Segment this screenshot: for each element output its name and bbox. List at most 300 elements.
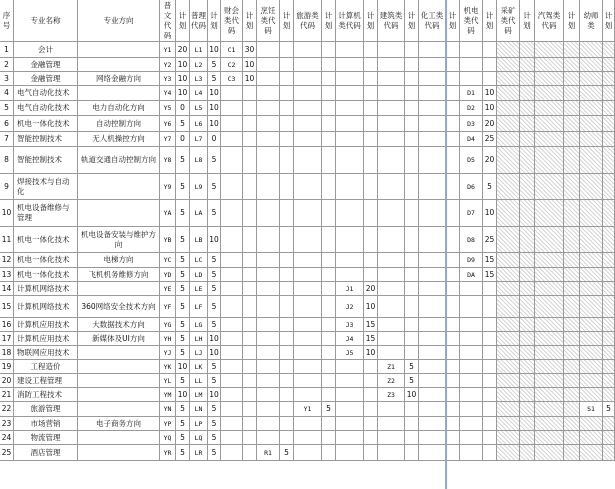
table-cell[interactable]: 电力自动化方向 xyxy=(78,101,160,116)
table-cell[interactable]: 机电一体化技术 xyxy=(14,227,78,253)
table-cell[interactable] xyxy=(535,417,564,431)
table-cell[interactable] xyxy=(580,72,603,86)
table-cell[interactable]: YK xyxy=(160,360,176,374)
table-cell[interactable] xyxy=(419,86,446,101)
table-cell[interactable] xyxy=(243,417,257,431)
table-cell[interactable]: 5 xyxy=(176,282,190,296)
table-cell[interactable] xyxy=(564,72,580,86)
table-cell[interactable]: 20 xyxy=(483,116,497,132)
table-cell[interactable] xyxy=(257,227,280,253)
table-cell[interactable] xyxy=(535,253,564,268)
table-cell[interactable]: 0 xyxy=(208,132,221,147)
table-cell[interactable]: 电子商务方向 xyxy=(78,417,160,431)
table-cell[interactable] xyxy=(280,431,294,445)
header-cell[interactable]: 计算机类代码 xyxy=(336,0,364,42)
table-cell[interactable] xyxy=(535,318,564,332)
table-cell[interactable] xyxy=(419,72,446,86)
table-cell[interactable] xyxy=(535,360,564,374)
table-cell[interactable]: 新媒体及UI方向 xyxy=(78,332,160,346)
table-cell[interactable]: LP xyxy=(190,417,208,431)
table-cell[interactable] xyxy=(564,374,580,388)
table-cell[interactable]: Y1 xyxy=(294,402,322,417)
table-cell[interactable] xyxy=(294,417,322,431)
table-cell[interactable] xyxy=(483,346,497,360)
table-cell[interactable] xyxy=(280,374,294,388)
table-cell[interactable] xyxy=(446,296,460,318)
table-cell[interactable] xyxy=(257,346,280,360)
table-cell[interactable] xyxy=(336,417,364,431)
table-cell[interactable] xyxy=(446,282,460,296)
table-cell[interactable] xyxy=(520,318,535,332)
table-cell[interactable]: 10 xyxy=(208,227,221,253)
table-cell[interactable]: 5 xyxy=(176,445,190,461)
table-cell[interactable]: D1 xyxy=(460,86,483,101)
table-cell[interactable] xyxy=(497,282,520,296)
table-cell[interactable]: C3 xyxy=(221,72,243,86)
table-cell[interactable] xyxy=(257,374,280,388)
table-cell[interactable] xyxy=(221,417,243,431)
table-cell[interactable] xyxy=(520,388,535,402)
table-cell[interactable]: 物流管理 xyxy=(14,431,78,445)
table-cell[interactable] xyxy=(535,147,564,174)
header-cell[interactable]: 财会类代码 xyxy=(221,0,243,42)
table-cell[interactable] xyxy=(520,332,535,346)
table-cell[interactable] xyxy=(603,332,615,346)
table-cell[interactable] xyxy=(294,227,322,253)
row-number-cell[interactable]: 24 xyxy=(0,431,14,445)
table-cell[interactable] xyxy=(280,200,294,227)
table-cell[interactable] xyxy=(460,282,483,296)
table-cell[interactable]: 5 xyxy=(208,417,221,431)
table-cell[interactable] xyxy=(78,431,160,445)
table-cell[interactable] xyxy=(497,132,520,147)
table-cell[interactable] xyxy=(78,402,160,417)
table-cell[interactable] xyxy=(603,282,615,296)
table-cell[interactable] xyxy=(603,58,615,72)
table-cell[interactable]: 旅游管理 xyxy=(14,402,78,417)
table-cell[interactable]: Y5 xyxy=(160,101,176,116)
table-cell[interactable] xyxy=(378,116,405,132)
table-cell[interactable]: 5 xyxy=(176,116,190,132)
table-cell[interactable] xyxy=(483,282,497,296)
table-cell[interactable] xyxy=(520,147,535,174)
table-cell[interactable] xyxy=(497,346,520,360)
row-number-cell[interactable]: 21 xyxy=(0,388,14,402)
table-cell[interactable] xyxy=(580,200,603,227)
table-cell[interactable]: YF xyxy=(160,296,176,318)
table-cell[interactable] xyxy=(336,374,364,388)
table-cell[interactable] xyxy=(580,227,603,253)
table-cell[interactable]: 10 xyxy=(208,101,221,116)
table-cell[interactable]: 10 xyxy=(176,58,190,72)
table-cell[interactable] xyxy=(257,388,280,402)
table-cell[interactable] xyxy=(257,296,280,318)
table-cell[interactable] xyxy=(336,227,364,253)
header-cell[interactable]: 普文代码 xyxy=(160,0,176,42)
table-cell[interactable] xyxy=(280,101,294,116)
table-cell[interactable] xyxy=(257,360,280,374)
table-cell[interactable] xyxy=(520,374,535,388)
table-cell[interactable]: J5 xyxy=(336,346,364,360)
table-cell[interactable]: LN xyxy=(190,402,208,417)
table-cell[interactable]: 5 xyxy=(176,332,190,346)
row-number-cell[interactable]: 20 xyxy=(0,374,14,388)
table-cell[interactable] xyxy=(221,374,243,388)
table-cell[interactable] xyxy=(460,42,483,58)
table-cell[interactable] xyxy=(243,318,257,332)
table-cell[interactable] xyxy=(497,42,520,58)
table-cell[interactable]: C2 xyxy=(221,58,243,72)
table-cell[interactable] xyxy=(483,431,497,445)
table-cell[interactable]: 15 xyxy=(483,253,497,268)
table-cell[interactable] xyxy=(419,253,446,268)
table-cell[interactable] xyxy=(322,360,336,374)
table-cell[interactable]: 10 xyxy=(208,42,221,58)
table-cell[interactable] xyxy=(378,42,405,58)
table-cell[interactable] xyxy=(419,346,446,360)
table-cell[interactable]: 10 xyxy=(405,388,419,402)
table-cell[interactable] xyxy=(336,268,364,282)
table-cell[interactable] xyxy=(257,431,280,445)
table-cell[interactable] xyxy=(419,318,446,332)
table-cell[interactable] xyxy=(405,174,419,200)
table-cell[interactable] xyxy=(364,101,378,116)
table-cell[interactable] xyxy=(483,374,497,388)
table-cell[interactable] xyxy=(364,174,378,200)
table-cell[interactable] xyxy=(257,86,280,101)
table-cell[interactable] xyxy=(405,282,419,296)
table-cell[interactable] xyxy=(280,417,294,431)
table-cell[interactable]: 5 xyxy=(176,253,190,268)
table-cell[interactable] xyxy=(564,58,580,72)
table-cell[interactable] xyxy=(535,42,564,58)
table-cell[interactable] xyxy=(564,200,580,227)
table-cell[interactable] xyxy=(535,445,564,461)
table-cell[interactable] xyxy=(280,86,294,101)
table-cell[interactable] xyxy=(322,417,336,431)
table-cell[interactable] xyxy=(520,282,535,296)
table-cell[interactable] xyxy=(405,72,419,86)
table-cell[interactable] xyxy=(603,42,615,58)
table-cell[interactable] xyxy=(460,318,483,332)
table-cell[interactable] xyxy=(243,360,257,374)
table-cell[interactable] xyxy=(243,282,257,296)
table-cell[interactable] xyxy=(221,253,243,268)
table-cell[interactable]: 5 xyxy=(405,374,419,388)
table-cell[interactable] xyxy=(497,417,520,431)
table-cell[interactable]: 电气自动化技术 xyxy=(14,101,78,116)
table-cell[interactable] xyxy=(257,132,280,147)
table-cell[interactable] xyxy=(378,200,405,227)
table-cell[interactable] xyxy=(419,200,446,227)
table-cell[interactable]: YC xyxy=(160,253,176,268)
table-cell[interactable]: L9 xyxy=(190,174,208,200)
table-cell[interactable] xyxy=(580,388,603,402)
table-cell[interactable]: 5 xyxy=(208,253,221,268)
table-cell[interactable]: L6 xyxy=(190,116,208,132)
table-cell[interactable] xyxy=(78,42,160,58)
table-cell[interactable] xyxy=(419,268,446,282)
table-cell[interactable] xyxy=(257,72,280,86)
table-cell[interactable]: 15 xyxy=(483,268,497,282)
table-cell[interactable]: J4 xyxy=(336,332,364,346)
table-cell[interactable]: 5 xyxy=(176,174,190,200)
table-cell[interactable] xyxy=(497,445,520,461)
table-cell[interactable] xyxy=(405,42,419,58)
table-cell[interactable] xyxy=(221,86,243,101)
table-cell[interactable] xyxy=(520,360,535,374)
table-cell[interactable] xyxy=(419,116,446,132)
table-cell[interactable] xyxy=(603,86,615,101)
header-cell[interactable]: 烹饪类代码 xyxy=(257,0,280,42)
table-cell[interactable]: 酒店管理 xyxy=(14,445,78,461)
table-cell[interactable] xyxy=(405,346,419,360)
table-cell[interactable] xyxy=(280,58,294,72)
table-cell[interactable] xyxy=(364,268,378,282)
table-cell[interactable] xyxy=(460,431,483,445)
table-cell[interactable] xyxy=(280,174,294,200)
table-cell[interactable] xyxy=(221,132,243,147)
table-cell[interactable]: 电梯方向 xyxy=(78,253,160,268)
table-cell[interactable] xyxy=(257,42,280,58)
table-cell[interactable] xyxy=(280,402,294,417)
table-cell[interactable] xyxy=(497,227,520,253)
table-cell[interactable] xyxy=(483,445,497,461)
table-cell[interactable] xyxy=(336,388,364,402)
table-cell[interactable]: 5 xyxy=(176,227,190,253)
table-cell[interactable] xyxy=(603,318,615,332)
header-cell[interactable]: 计划 xyxy=(364,0,378,42)
table-cell[interactable]: 10 xyxy=(243,72,257,86)
table-cell[interactable] xyxy=(294,116,322,132)
table-cell[interactable] xyxy=(446,86,460,101)
table-cell[interactable]: 计算机网络技术 xyxy=(14,282,78,296)
table-cell[interactable] xyxy=(446,72,460,86)
table-cell[interactable] xyxy=(405,417,419,431)
table-cell[interactable] xyxy=(243,174,257,200)
table-cell[interactable] xyxy=(294,445,322,461)
table-cell[interactable]: 计算机网络技术 xyxy=(14,296,78,318)
table-cell[interactable]: 20 xyxy=(364,282,378,296)
table-cell[interactable] xyxy=(580,147,603,174)
table-cell[interactable] xyxy=(405,318,419,332)
table-cell[interactable] xyxy=(294,147,322,174)
table-cell[interactable]: 5 xyxy=(208,72,221,86)
table-cell[interactable]: Z1 xyxy=(378,360,405,374)
table-cell[interactable] xyxy=(497,174,520,200)
table-cell[interactable] xyxy=(419,388,446,402)
table-cell[interactable] xyxy=(257,58,280,72)
table-cell[interactable] xyxy=(446,268,460,282)
table-cell[interactable] xyxy=(580,174,603,200)
table-cell[interactable] xyxy=(520,296,535,318)
table-cell[interactable] xyxy=(294,346,322,360)
row-number-cell[interactable]: 22 xyxy=(0,402,14,417)
table-cell[interactable] xyxy=(243,431,257,445)
table-cell[interactable] xyxy=(294,101,322,116)
table-cell[interactable]: J1 xyxy=(336,282,364,296)
table-cell[interactable] xyxy=(405,86,419,101)
table-cell[interactable] xyxy=(243,116,257,132)
table-cell[interactable] xyxy=(497,101,520,116)
table-cell[interactable]: Y3 xyxy=(160,72,176,86)
table-cell[interactable] xyxy=(243,147,257,174)
table-cell[interactable] xyxy=(322,374,336,388)
table-cell[interactable] xyxy=(280,282,294,296)
table-cell[interactable] xyxy=(497,253,520,268)
table-cell[interactable] xyxy=(322,116,336,132)
table-cell[interactable]: 5 xyxy=(208,360,221,374)
table-cell[interactable] xyxy=(535,58,564,72)
table-cell[interactable] xyxy=(78,445,160,461)
table-cell[interactable]: 15 xyxy=(364,332,378,346)
table-cell[interactable] xyxy=(405,296,419,318)
table-cell[interactable]: 5 xyxy=(208,200,221,227)
table-cell[interactable] xyxy=(564,332,580,346)
table-cell[interactable] xyxy=(378,268,405,282)
table-cell[interactable]: Y4 xyxy=(160,86,176,101)
table-cell[interactable]: YP xyxy=(160,417,176,431)
table-cell[interactable] xyxy=(446,431,460,445)
table-cell[interactable] xyxy=(405,147,419,174)
table-cell[interactable] xyxy=(520,101,535,116)
table-cell[interactable]: D2 xyxy=(460,101,483,116)
table-cell[interactable] xyxy=(564,101,580,116)
table-cell[interactable] xyxy=(280,72,294,86)
row-number-cell[interactable]: 16 xyxy=(0,318,14,332)
table-cell[interactable] xyxy=(580,360,603,374)
table-cell[interactable] xyxy=(78,374,160,388)
table-cell[interactable]: L5 xyxy=(190,101,208,116)
table-cell[interactable] xyxy=(294,332,322,346)
table-cell[interactable]: 10 xyxy=(176,86,190,101)
table-cell[interactable]: D9 xyxy=(460,253,483,268)
table-cell[interactable] xyxy=(378,296,405,318)
table-cell[interactable] xyxy=(535,227,564,253)
table-cell[interactable] xyxy=(419,374,446,388)
table-cell[interactable] xyxy=(364,445,378,461)
table-cell[interactable] xyxy=(419,431,446,445)
table-cell[interactable] xyxy=(535,132,564,147)
table-cell[interactable]: L1 xyxy=(190,42,208,58)
table-cell[interactable]: Y8 xyxy=(160,147,176,174)
header-cell[interactable]: 专业方向 xyxy=(78,0,160,42)
table-cell[interactable] xyxy=(336,402,364,417)
header-cell[interactable]: 计划 xyxy=(603,0,615,42)
table-cell[interactable]: LD xyxy=(190,268,208,282)
table-cell[interactable]: Z3 xyxy=(378,388,405,402)
table-cell[interactable]: D3 xyxy=(460,116,483,132)
table-cell[interactable]: 大数据技术方向 xyxy=(78,318,160,332)
table-cell[interactable] xyxy=(483,296,497,318)
table-cell[interactable] xyxy=(603,268,615,282)
table-cell[interactable]: YH xyxy=(160,332,176,346)
table-cell[interactable]: 金融管理 xyxy=(14,58,78,72)
table-cell[interactable] xyxy=(446,42,460,58)
header-cell[interactable]: 汽驾类代码 xyxy=(535,0,564,42)
table-cell[interactable] xyxy=(280,116,294,132)
table-cell[interactable]: 无人机操控方向 xyxy=(78,132,160,147)
table-cell[interactable] xyxy=(520,268,535,282)
table-cell[interactable] xyxy=(364,42,378,58)
table-cell[interactable]: 焊接技术与自动化 xyxy=(14,174,78,200)
table-cell[interactable] xyxy=(460,402,483,417)
table-cell[interactable]: Z2 xyxy=(378,374,405,388)
table-cell[interactable] xyxy=(364,200,378,227)
table-cell[interactable] xyxy=(535,72,564,86)
table-cell[interactable]: 10 xyxy=(243,58,257,72)
table-cell[interactable] xyxy=(603,116,615,132)
table-cell[interactable] xyxy=(364,147,378,174)
table-cell[interactable] xyxy=(257,402,280,417)
table-cell[interactable] xyxy=(564,346,580,360)
table-cell[interactable] xyxy=(520,253,535,268)
table-cell[interactable]: 10 xyxy=(208,86,221,101)
row-number-cell[interactable]: 7 xyxy=(0,132,14,147)
table-cell[interactable] xyxy=(294,174,322,200)
table-cell[interactable] xyxy=(364,388,378,402)
table-cell[interactable] xyxy=(535,116,564,132)
table-cell[interactable]: 10 xyxy=(176,72,190,86)
table-cell[interactable] xyxy=(446,332,460,346)
table-cell[interactable] xyxy=(405,101,419,116)
table-cell[interactable] xyxy=(294,360,322,374)
table-cell[interactable]: 10 xyxy=(483,101,497,116)
table-cell[interactable] xyxy=(322,132,336,147)
table-cell[interactable]: 网络金融方向 xyxy=(78,72,160,86)
table-cell[interactable]: L7 xyxy=(190,132,208,147)
table-cell[interactable] xyxy=(78,282,160,296)
table-cell[interactable] xyxy=(78,360,160,374)
table-cell[interactable] xyxy=(336,431,364,445)
table-cell[interactable] xyxy=(603,72,615,86)
table-cell[interactable] xyxy=(564,360,580,374)
table-cell[interactable] xyxy=(322,42,336,58)
table-cell[interactable] xyxy=(364,132,378,147)
table-cell[interactable] xyxy=(294,268,322,282)
table-cell[interactable] xyxy=(294,431,322,445)
table-cell[interactable]: 5 xyxy=(176,268,190,282)
table-cell[interactable] xyxy=(405,227,419,253)
table-cell[interactable]: 机电一体化技术 xyxy=(14,253,78,268)
table-cell[interactable]: 计算机应用技术 xyxy=(14,318,78,332)
table-cell[interactable] xyxy=(419,360,446,374)
table-cell[interactable]: 5 xyxy=(176,402,190,417)
table-cell[interactable] xyxy=(483,58,497,72)
table-cell[interactable] xyxy=(322,101,336,116)
table-cell[interactable] xyxy=(483,360,497,374)
table-cell[interactable] xyxy=(603,253,615,268)
table-cell[interactable] xyxy=(243,388,257,402)
table-cell[interactable] xyxy=(322,388,336,402)
table-cell[interactable] xyxy=(460,296,483,318)
table-cell[interactable] xyxy=(460,445,483,461)
header-cell[interactable]: 计划 xyxy=(483,0,497,42)
table-cell[interactable] xyxy=(294,253,322,268)
table-cell[interactable] xyxy=(257,282,280,296)
table-cell[interactable] xyxy=(322,253,336,268)
table-cell[interactable] xyxy=(520,174,535,200)
table-cell[interactable]: 5 xyxy=(208,445,221,461)
table-cell[interactable] xyxy=(378,174,405,200)
table-cell[interactable]: LQ xyxy=(190,431,208,445)
table-cell[interactable] xyxy=(497,431,520,445)
table-cell[interactable] xyxy=(483,318,497,332)
table-cell[interactable] xyxy=(378,101,405,116)
table-cell[interactable] xyxy=(419,132,446,147)
table-cell[interactable] xyxy=(221,227,243,253)
table-cell[interactable] xyxy=(257,101,280,116)
